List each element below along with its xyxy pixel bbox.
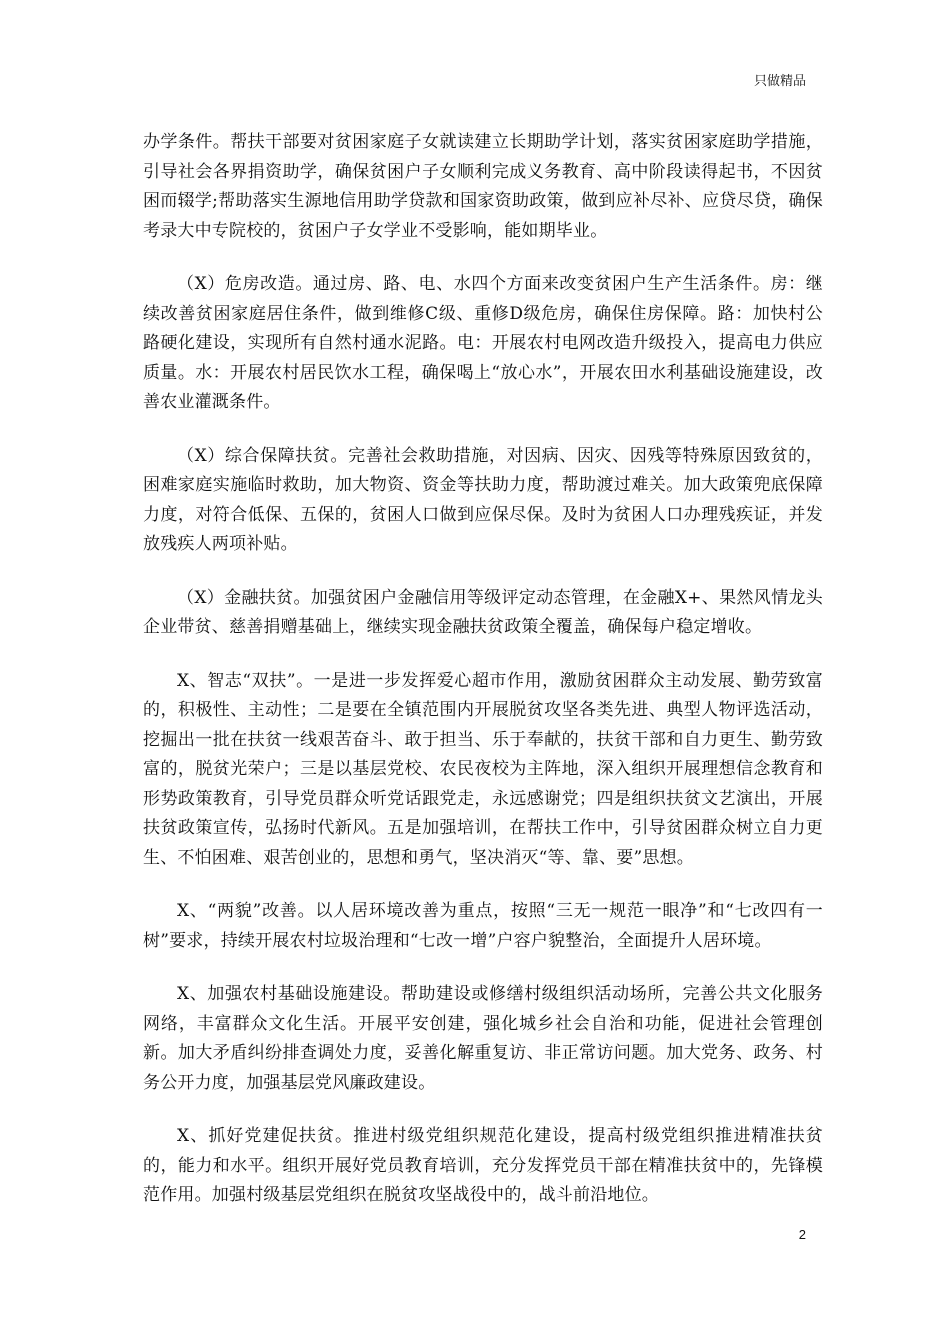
paragraph-education: 办学条件。帮扶干部要对贫困家庭子女就读建立长期助学计划，落实贫困家庭助学措施，引导社会各界捐资助学，确保贫困户子女顺利完成义务教育、高中阶段读得起书，不因贫困而辍学;帮助落实生源地信用助学贷款和国家资助政策，做到应补尽补、应贷尽贷，确保考录大中专院校的，贫困户子女学业不受影响，能如期毕业。 (143, 132, 823, 241)
paragraph-double-support: X、智志“双扶”。一是进一步发挥爱心超市作用，激励贫困群众主动发展、勤劳致富的，积极性、主动性；二是要在全镇范围内开展脱贫攻坚各类先进、典型人物评选活动，挖掘出一批在扶贫一线艰苦奋斗、敢于担当、乐于奉献的，扶贫干部和自力更生、勤劳致富的，脱贫光荣户；三是以基层党校、农民夜校为主阵地，深入组织开展理想信念教育和形势政策教育，引导党员群众听党话跟党走，永远感谢党；四是组织扶贫文艺演出，开展扶贫政策宣传，弘扬时代新风。五是加强培训，在帮扶工作中，引导贫困群众树立自力更生、不怕困难、艰苦创业的，思想和勇气，坚决消灭“等、靠、要”思想。 (143, 670, 823, 868)
paragraph-social-security: （X）综合保障扶贫。完善社会救助措施，对因病、因灾、因残等特殊原因致贫的，困难家庭实施临时救助，加大物资、资金等扶助力度，帮助渡过难关。加大政策兜底保障力度，对符合低保、五保的，贫困人口做到应保尽保。及时为贫困人口办理残疾证，并发放残疾人两项补贴。 (143, 445, 823, 554)
document-body (143, 128, 823, 1235)
paragraph-infrastructure: X、加强农村基础设施建设。帮助建设或修缮村级组织活动场所，完善公共文化服务网络，丰富群众文化生活。开展平安创建，强化城乡社会自治和功能，促进社会管理创新。加大矛盾纠纷排查调处力度，妥善化解重复访、非正常访问题。加大党务、政务、村务公开力度，加强基层党风廉政建设。 (143, 984, 823, 1093)
paragraph-finance: （X）金融扶贫。加强贫困户金融信用等级评定动态管理，在金融X+、果然风情龙头企业带贫、慈善捐赠基础上，继续实现金融扶贫政策全覆盖，确保每户稳定增收。 (143, 587, 823, 637)
page-number: 2 (798, 1227, 806, 1242)
paragraph-party-building: X、抓好党建促扶贫。推进村级党组织规范化建设，提高村级党组织推进精准扶贫的，能力和水平。组织开展好党员教育培训，充分发挥党员干部在精准扶贫中的，先锋模范作用。加强村级基层党组织在脱贫攻坚战役中的，战斗前沿地位。 (143, 1126, 823, 1205)
paragraph-housing: （X）危房改造。通过房、路、电、水四个方面来改变贫困户生产生活条件。房：继续改善贫困家庭居住条件，做到维修C级、重修D级危房，确保住房保障。路：加快村公路硬化建设，实现所有自然村通水泥路。电：开展农村电网改造升级投入，提高电力供应质量。水：开展农村居民饮水工程，确保喝上“放心水”，开展农田水利基础设施建设，改善农业灌溉条件。 (143, 274, 823, 412)
page-header: 只做精品 (753, 74, 806, 89)
paragraph-appearance: X、“两貌”改善。以人居环境改善为重点，按照“三无一规范一眼净”和“七改四有一树”要求，持续开展农村垃圾治理和“七改一增”户容户貌整治，全面提升人居环境。 (143, 901, 823, 951)
